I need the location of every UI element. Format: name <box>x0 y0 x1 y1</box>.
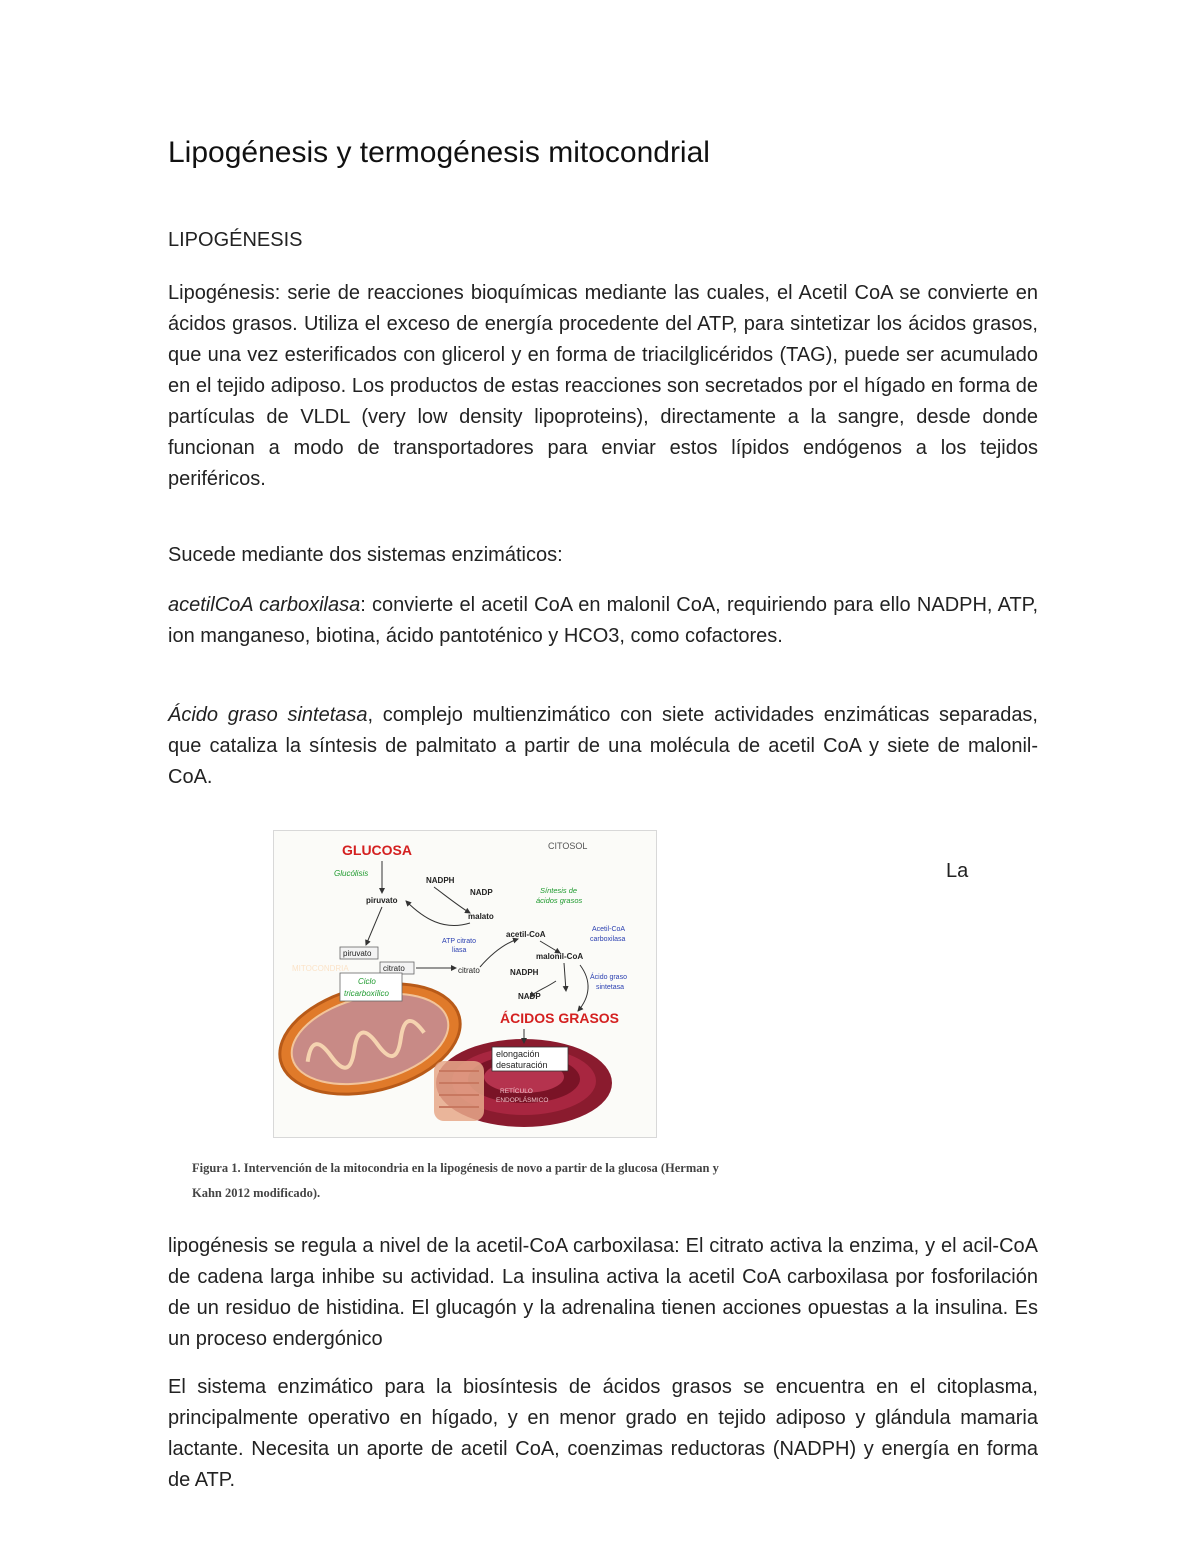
paragraph-location: El sistema enzimático para la biosíntesis de ácidos grasos se encuentra en el citoplasma, principalmente operativo en hígado, y en menor grado en tejido adiposo y glándula mamaria lactante. Necesita un aporte de acetil CoA, coenzimas reductoras (NADPH) y energía en forma de ATP. <box>168 1376 1038 1491</box>
paragraph-regulation: lipogénesis se regula a nivel de la acetil-CoA carboxilasa: El citrato activa la enzima, y el acil-CoA de cadena larga inhibe su actividad. La insulina activa la acetil CoA carboxilasa por fosforilación de un residuo de histidina. El glucagón y la adrenalina tienen acciones opuestas a la insulina. Es un proceso endergónico <box>168 1235 1038 1350</box>
malato-label: malato <box>468 912 494 921</box>
ciclo-label-2: tricarboxílico <box>344 989 389 998</box>
acetil-carboxilasa-label-2: carboxilasa <box>590 936 626 943</box>
nadph-bottom-label: NADPH <box>510 968 539 977</box>
enzyme-1-description: : convierte el acetil CoA en malonil CoA, requiriendo para ello NADPH, ATP, ion manganeso, biotina, ácido pantoténico y HCO3, como cofactores. <box>168 594 1038 647</box>
figure-caption-line-1: Figura 1. Intervención de la mitocondria en la lipogénesis de novo a partir de la glucosa (Herman y <box>192 1161 719 1175</box>
paragraph-definition: Lipogénesis: serie de reacciones bioquímicas mediante las cuales, el Acetil CoA se convierte en ácidos grasos. Utiliza el exceso de energía procedente del ATP, para sintetizar los ácidos grasos, que una vez esterificados con glicerol y en forma de triacilglicéridos (TAG), puede ser acumulado en el tejido adiposo. Los productos de estas reacciones son secretados por el hígado en forma de partículas de VLDL (very low density lipoproteins), directamente a la sangre, desde donde funcionan a modo de transportadores para enviar estos lípidos endógenos a los tejidos periféricos. <box>168 282 1038 490</box>
enzyme-2-name: Ácido graso sintetasa <box>168 704 368 726</box>
section-heading: LIPOGÉNESIS <box>168 229 303 251</box>
floating-word: La <box>946 860 969 882</box>
atp-citrato-label-2: liasa <box>452 947 467 954</box>
malonil-coa-label: malonil-CoA <box>536 952 584 961</box>
acetil-carboxilasa-label-1: Acetil-CoA <box>592 926 626 933</box>
acido-sintetasa-label-2: sintetasa <box>596 984 625 991</box>
ciclo-label-1: Ciclo <box>358 977 376 986</box>
piruvato-out-label: piruvato <box>366 896 398 905</box>
sintesis-label-2: ácidos grasos <box>536 896 583 905</box>
figure-caption-line-2: Kahn 2012 modificado). <box>192 1186 321 1200</box>
acido-sintetasa-label-1: Ácido graso <box>590 974 627 981</box>
atp-citrato-label-1: ATP citrato <box>442 938 476 945</box>
citrato-out-label: citrato <box>458 966 480 975</box>
glucolisis-label: Glucólisis <box>334 869 369 878</box>
citrato-in-label: citrato <box>383 964 405 973</box>
document-title: Lipogénesis y termogénesis mitocondrial <box>168 136 710 169</box>
mitocondria-label: MITOCONDRIA <box>292 964 349 973</box>
acetil-coa-label: acetil-CoA <box>506 930 546 939</box>
acidos-grasos-label: ÁCIDOS GRASOS <box>500 1010 620 1026</box>
enzyme-1-name: acetilCoA carboxilasa <box>168 594 361 616</box>
paragraph-systems-intro: Sucede mediante dos sistemas enzimáticos: <box>168 544 563 566</box>
reticulo-label-2: ENDOPLÁSMICO <box>496 1097 549 1104</box>
sintesis-label-1: Síntesis de <box>540 886 578 895</box>
glucosa-label: GLUCOSA <box>342 842 412 858</box>
figure-caption <box>192 1156 752 1206</box>
desaturacion-label: desaturación <box>496 1060 548 1070</box>
reticulo-label-1: RETÍCULO <box>500 1088 533 1095</box>
citosol-label: CITOSOL <box>548 841 588 851</box>
enzyme-2-description: , complejo multienzimático con siete actividades enzimáticas separadas, que cataliza la síntesis de palmitato a partir de una molécula de acetil CoA y siete de malonil-CoA. <box>168 704 1038 788</box>
nadph-top-label: NADPH <box>426 876 455 885</box>
nadp-bottom-label: NADP <box>518 992 541 1001</box>
elongacion-label: elongación <box>496 1049 540 1059</box>
nadp-top-label: NADP <box>470 888 493 897</box>
piruvato-in-label: piruvato <box>343 949 372 958</box>
lipogenesis-figure <box>273 830 657 1138</box>
paragraph-enzyme-1 <box>168 590 1038 652</box>
paragraph-enzyme-2 <box>168 700 1038 793</box>
